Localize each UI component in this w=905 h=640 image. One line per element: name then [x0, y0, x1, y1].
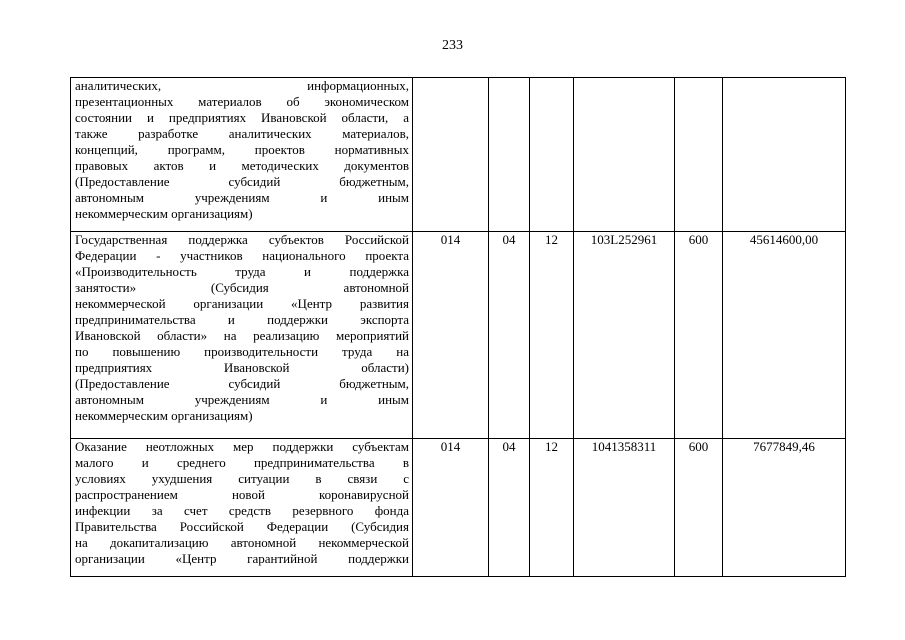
- row-description: Оказание неотложных мер поддержки субъектам малого и среднего предпринимательства в условиях ухудшения ситуации в связи с распространением новой коронавирусной инфекции за счет средств резервного фонда Правительства Российской Федерации (Субсидия на докапитализацию автономной некоммерческой организации «Центр гарантийной поддержки: [71, 439, 413, 577]
- subsection-code: [530, 78, 574, 232]
- budget-table: [70, 77, 846, 577]
- ministry-code: 014: [413, 232, 489, 439]
- amount: 45614600,00: [723, 232, 846, 439]
- section-code: 04: [489, 232, 530, 439]
- row-description: Государственная поддержка субъектов Российской Федерации - участников национального проекта «Производительность труда и поддержка занятости» (Субсидия автономной некоммерческой организации «Центр развития предпринимательства и поддержки экспорта Ивановской области» на реализацию мероприятий по повышению производительности труда на предприятиях Ивановской области) (Предоставление субсидий бюджетным, автономным учреждениям и иным некоммерческим организациям): [71, 232, 413, 439]
- expense-type-code: 600: [675, 439, 723, 577]
- table-row: [71, 232, 846, 439]
- table-row: [71, 78, 846, 232]
- target-article-code: 1041358311: [574, 439, 675, 577]
- expense-type-code: 600: [675, 232, 723, 439]
- amount: 7677849,46: [723, 439, 846, 577]
- expense-type-code: [675, 78, 723, 232]
- amount: [723, 78, 846, 232]
- page-number: 233: [442, 38, 463, 53]
- section-code: 04: [489, 439, 530, 577]
- row-description: аналитических, информационных, презентационных материалов об экономическом состоянии и предприятиях Ивановской области, а также разработке аналитических материалов, концепций, программ, проектов нормативных правовых актов и методических документов (Предоставление субсидий бюджетным, автономным учреждениям и иным некоммерческим организациям): [71, 78, 413, 232]
- ministry-code: 014: [413, 439, 489, 577]
- subsection-code: 12: [530, 232, 574, 439]
- ministry-code: [413, 78, 489, 232]
- target-article-code: [574, 78, 675, 232]
- target-article-code: 103L252961: [574, 232, 675, 439]
- section-code: [489, 78, 530, 232]
- table-row: [71, 439, 846, 577]
- subsection-code: 12: [530, 439, 574, 577]
